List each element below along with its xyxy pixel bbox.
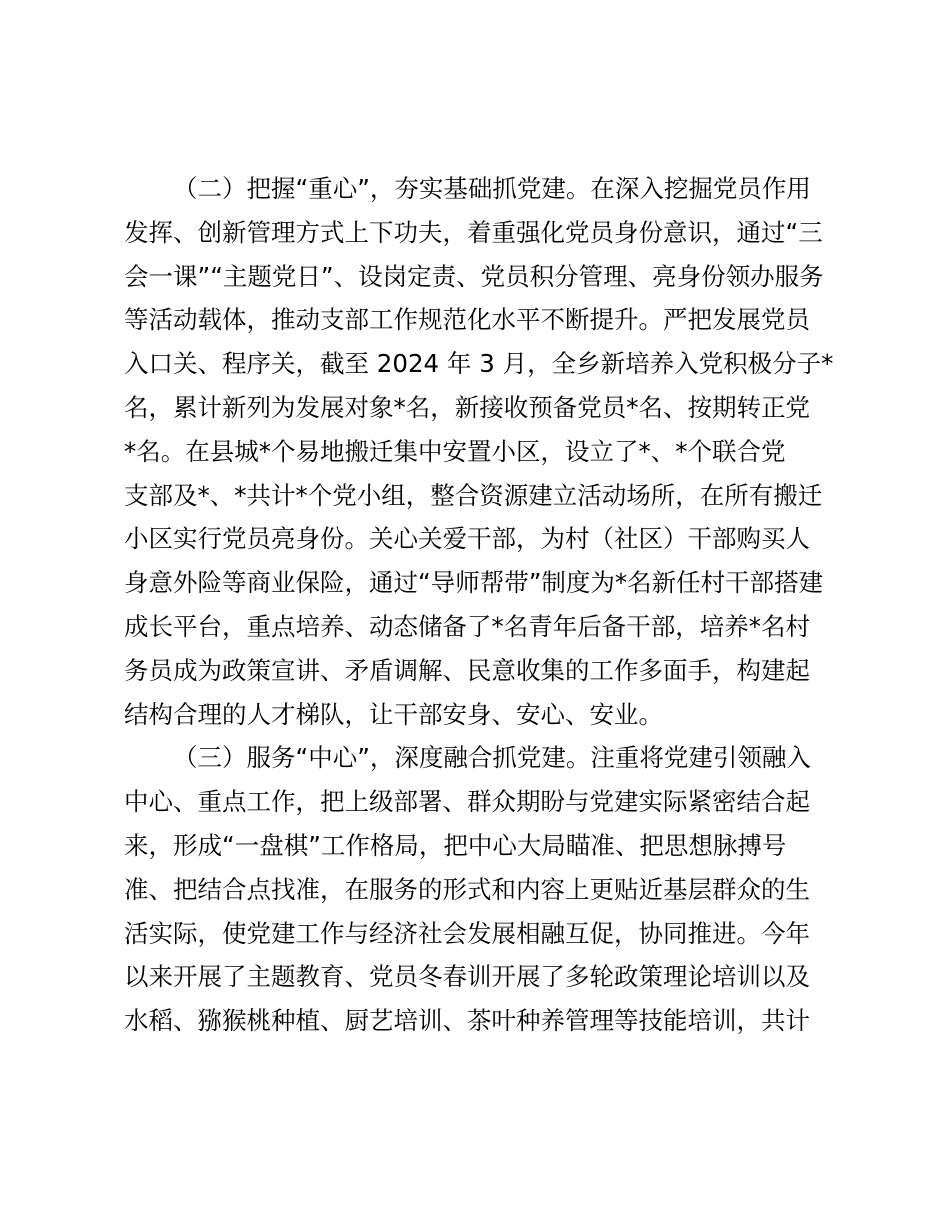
document-body bbox=[124, 167, 834, 1043]
paragraph-2-line-11: 成长平台，重点培养、动态储备了*名青年后备干部，培养*名村 bbox=[124, 611, 810, 641]
paragraph-2-line-9: 小区实行党员亮身份。关心关爱干部，为村（社区）干部购买人 bbox=[124, 524, 810, 554]
paragraph-2-line-7: *名。在县城*个易地搬迁集中安置小区，设立了*、*个联合党 bbox=[124, 436, 786, 466]
paragraph-2-line-6: 名，累计新列为发展对象*名，新接收预备党员*名、按期转正党 bbox=[124, 392, 810, 422]
paragraph-2-line-2: 发挥、创新管理方式上下功夫，着重强化党员身份意识，通过“三 bbox=[124, 217, 823, 247]
paragraph-3-line-7: 水稻、猕猴桃种植、厨艺培训、茶叶种养管理等技能培训，共计 bbox=[124, 1006, 810, 1036]
paragraph-2-line-13: 结构合理的人才梯队，让干部安身、安心、安业。 bbox=[124, 699, 663, 729]
paragraph-3-line-2: 中心、重点工作，把上级部署、群众期盼与党建实际紧密结合起 bbox=[124, 787, 810, 817]
paragraph-3-line-6: 以来开展了主题教育、党员冬春训开展了多轮政策理论培训以及 bbox=[124, 962, 810, 992]
paragraph-2-line-5: 入口关、程序关，截至 2024 年 3 月，全乡新培养入党积极分子* bbox=[124, 349, 834, 379]
paragraph-3-line-4: 准、把结合点找准，在服务的形式和内容上更贴近基层群众的生 bbox=[124, 874, 810, 904]
paragraph-2-line-12: 务员成为政策宣讲、矛盾调解、民意收集的工作多面手，构建起 bbox=[124, 655, 810, 685]
paragraph-3-line-5: 活实际，使党建工作与经济社会发展相融互促，协同推进。今年 bbox=[124, 918, 810, 948]
paragraph-2-line-3: 会一课”“主题党日”、设岗定责、党员积分管理、亮身份领办服务 bbox=[124, 261, 824, 291]
paragraph-2-line-1: （二）把握“重心”，夯实基础抓党建。在深入挖掘党员作用 bbox=[173, 174, 811, 203]
paragraph-3-line-3: 来，形成“一盘棋”工作格局，把中心大局瞄准、把思想脉搏号 bbox=[124, 830, 787, 860]
paragraph-2-line-8: 支部及*、*共计*个党小组，整合资源建立活动场所，在所有搬迁 bbox=[124, 480, 823, 510]
paragraph-3-line-1: （三）服务“中心”，深度融合抓党建。注重将党建引领融入 bbox=[173, 743, 811, 773]
paragraph-2-line-4: 等活动载体，推动支部工作规范化水平不断提升。严把发展党员 bbox=[124, 305, 810, 335]
paragraph-2-line-10: 身意外险等商业保险，通过“导师帮带”制度为*名新任村干部搭建 bbox=[124, 568, 824, 598]
